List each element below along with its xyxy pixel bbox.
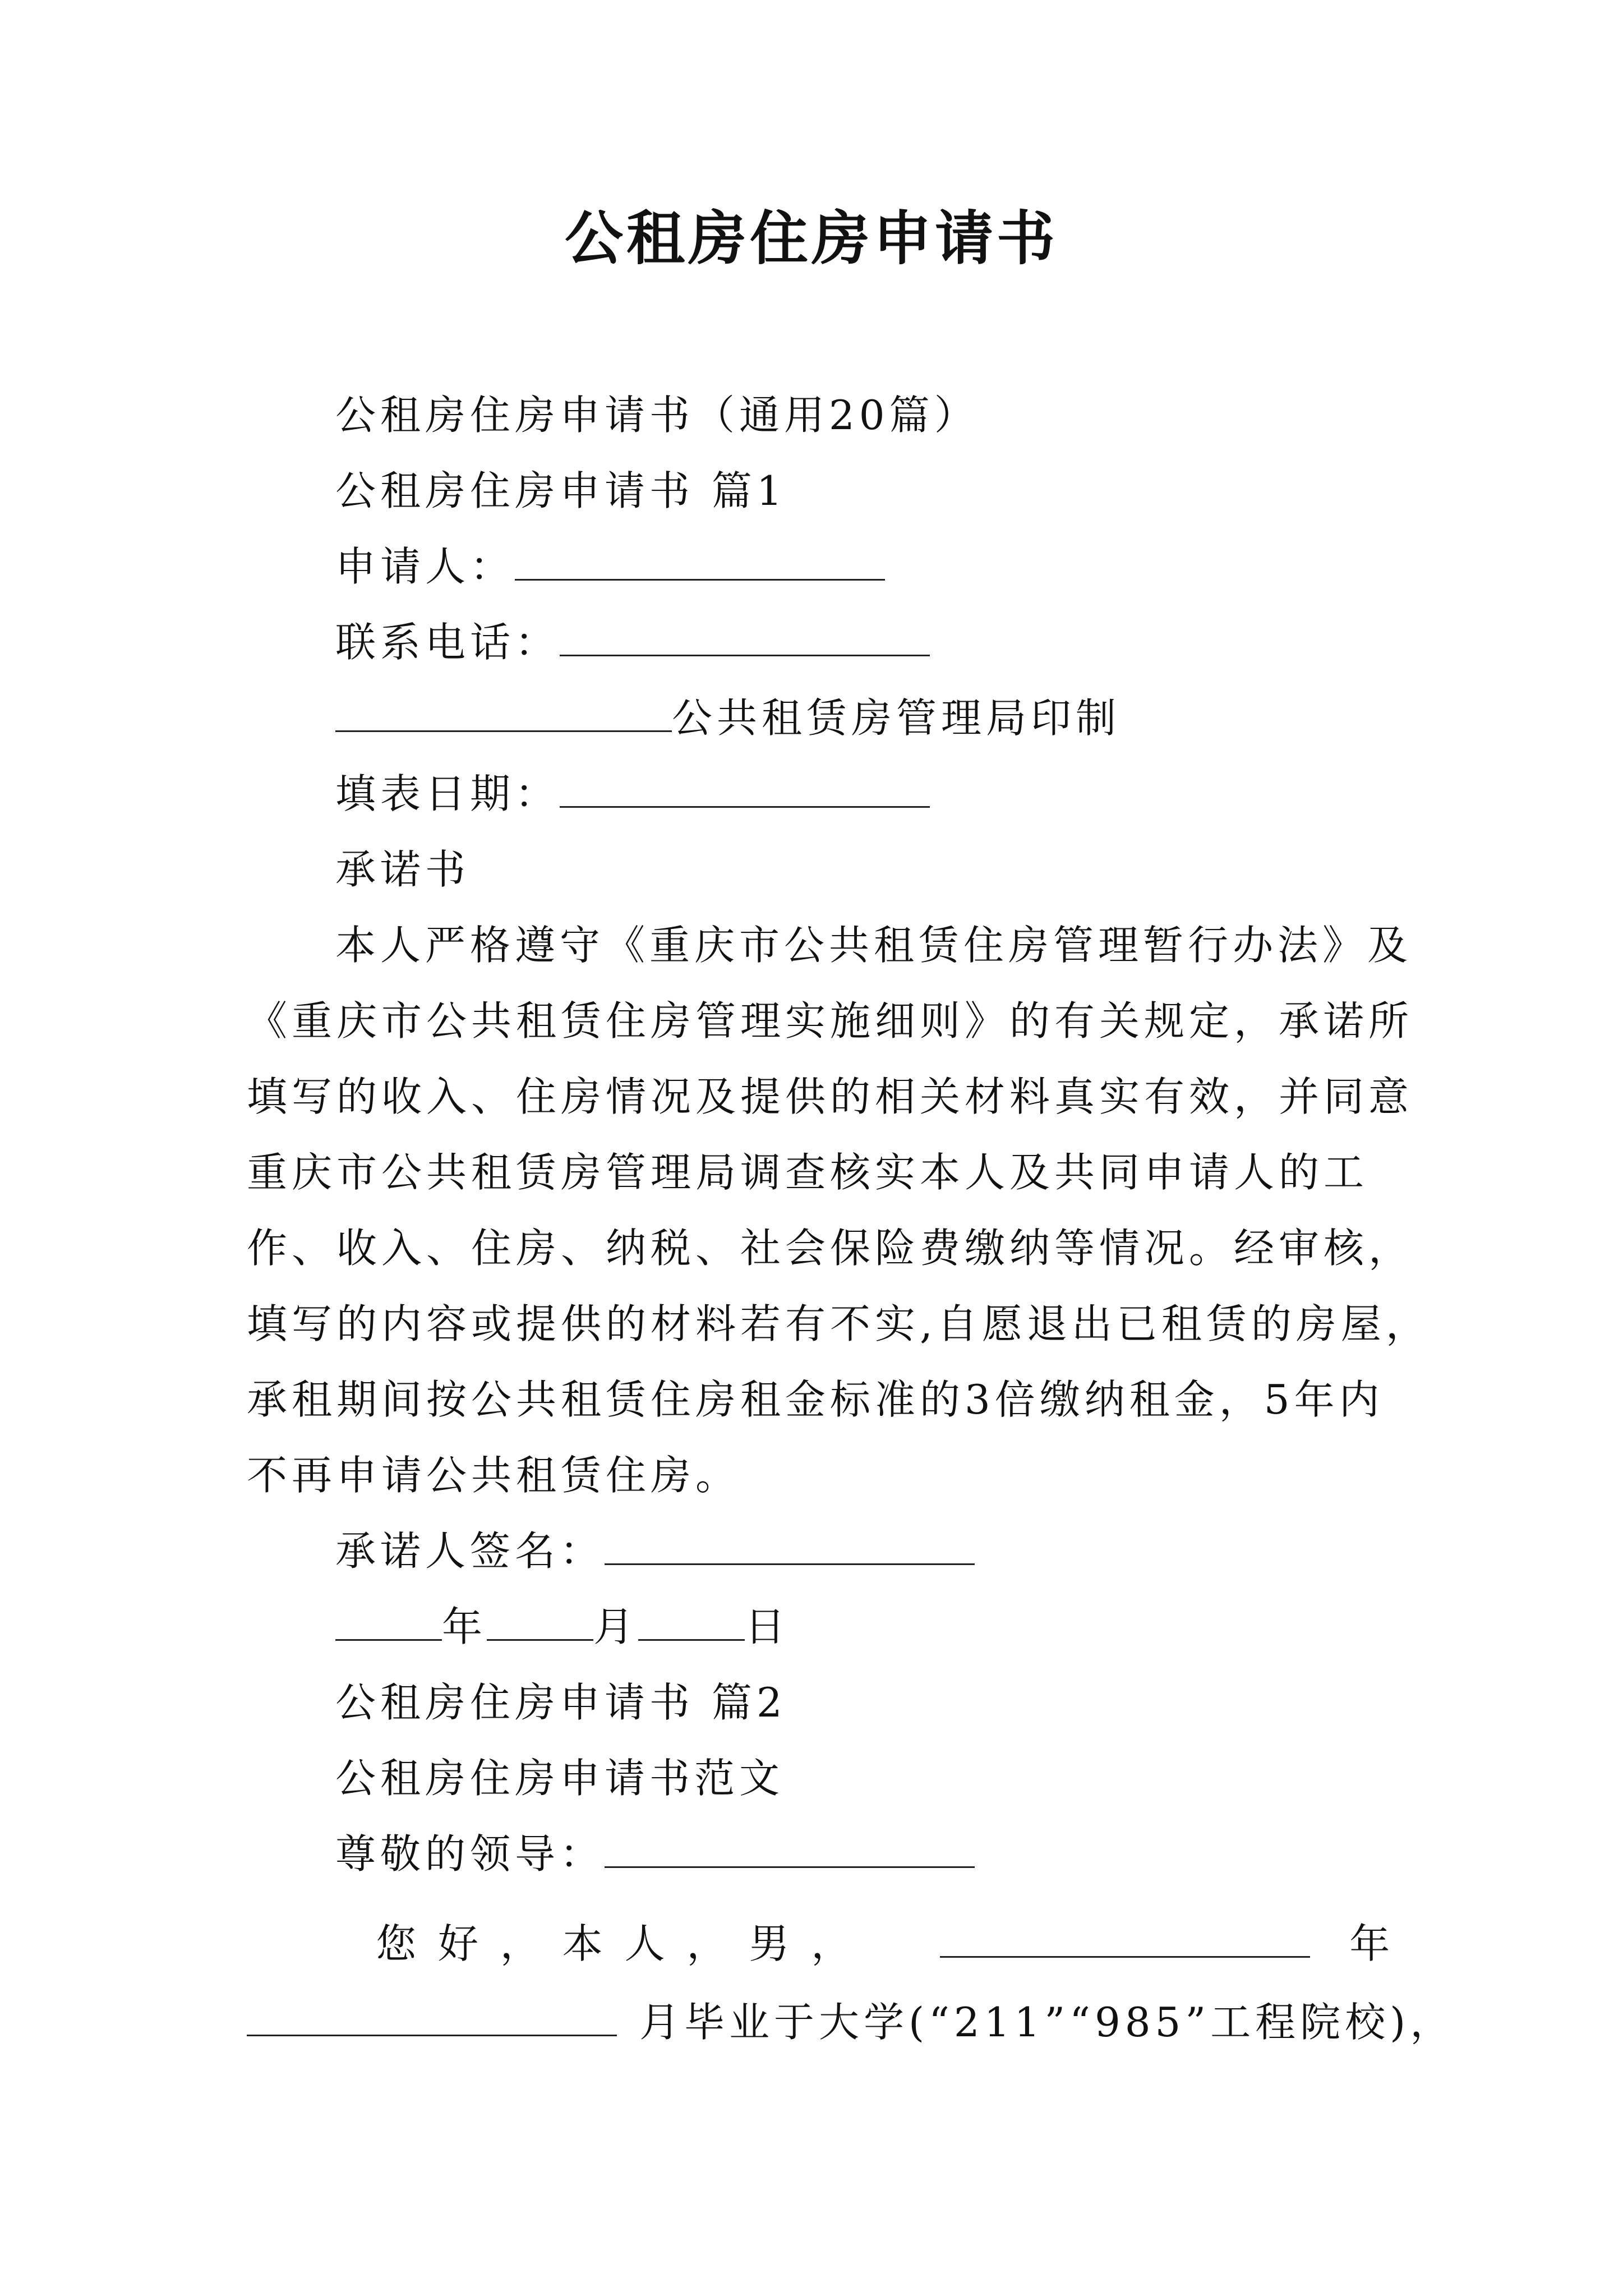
pledge-line: 本人严格遵守《重庆市公共租赁住房管理暂行办法》及: [335, 922, 1413, 969]
printer-blank: [335, 694, 672, 732]
pledge-line: 作、收入、住房、纳税、社会保险费缴纳等情况。经审核，: [247, 1225, 1414, 1272]
pledge-heading: 承诺书: [335, 846, 471, 893]
year-blank: [335, 1603, 442, 1641]
signature-label: 承诺人签名：: [335, 1527, 605, 1575]
month-label: 月: [593, 1603, 639, 1650]
signature-row: [335, 1523, 975, 1579]
intro-row-2: [247, 1994, 1455, 2050]
fill-date-blank: [560, 770, 930, 808]
day-blank: [638, 1603, 745, 1641]
fill-date-label: 填表日期：: [335, 770, 560, 817]
month-blank: [487, 1603, 593, 1641]
intro-part1: 您 好 ， 本 人 ， 男 ，: [376, 1920, 856, 1967]
salutation-label: 尊敬的领导：: [335, 1830, 605, 1878]
salutation-blank: [605, 1830, 975, 1868]
section2-heading: 公租房住房申请书 篇2: [335, 1679, 787, 1726]
salutation-row: [335, 1826, 975, 1882]
document-title: 公租房住房申请书: [564, 204, 1058, 273]
day-label: 日: [745, 1603, 790, 1650]
applicant-blank: [515, 543, 885, 581]
intro-year-blank: [940, 1920, 1310, 1958]
phone-row: [335, 614, 930, 670]
section1-heading: 公租房住房申请书 篇1: [335, 467, 787, 514]
intro-year-label: 年: [1349, 1920, 1395, 1967]
applicant-label: 申请人：: [335, 543, 515, 590]
signature-blank: [605, 1527, 975, 1565]
applicant-row: [335, 539, 885, 595]
intro-month-blank: [247, 1999, 617, 2036]
fill-date-row: [335, 766, 930, 822]
sample-heading: 公租房住房申请书范文: [335, 1755, 785, 1802]
document-subtitle: 公租房住房申请书（通用20篇）: [335, 392, 979, 439]
printer-text: 公共租赁房管理局印制: [672, 694, 1121, 742]
date-row: [335, 1599, 790, 1655]
pledge-line: 填写的内容或提供的材料若有不实,自愿退出已租赁的房屋，: [247, 1300, 1431, 1347]
intro-part2: 月毕业于大学(“211”“985”工程院校)，: [639, 1999, 1455, 2046]
phone-blank: [560, 619, 930, 656]
pledge-line: 填写的收入、住房情况及提供的相关材料真实有效，并同意: [247, 1073, 1414, 1120]
pledge-line: 重庆市公共租赁房管理局调查核实本人及共同申请人的工: [247, 1149, 1369, 1196]
phone-label: 联系电话：: [335, 619, 560, 666]
year-label: 年: [442, 1603, 487, 1650]
pledge-line: 承租期间按公共租赁住房租金标准的3倍缴纳租金，5年内: [247, 1376, 1384, 1423]
printer-row: [335, 690, 1121, 746]
pledge-line: 《重庆市公共租赁住房管理实施细则》的有关规定，承诺所: [247, 997, 1414, 1045]
pledge-line: 不再申请公共租赁住房。: [247, 1452, 741, 1499]
intro-row-1: [376, 1916, 1394, 1972]
